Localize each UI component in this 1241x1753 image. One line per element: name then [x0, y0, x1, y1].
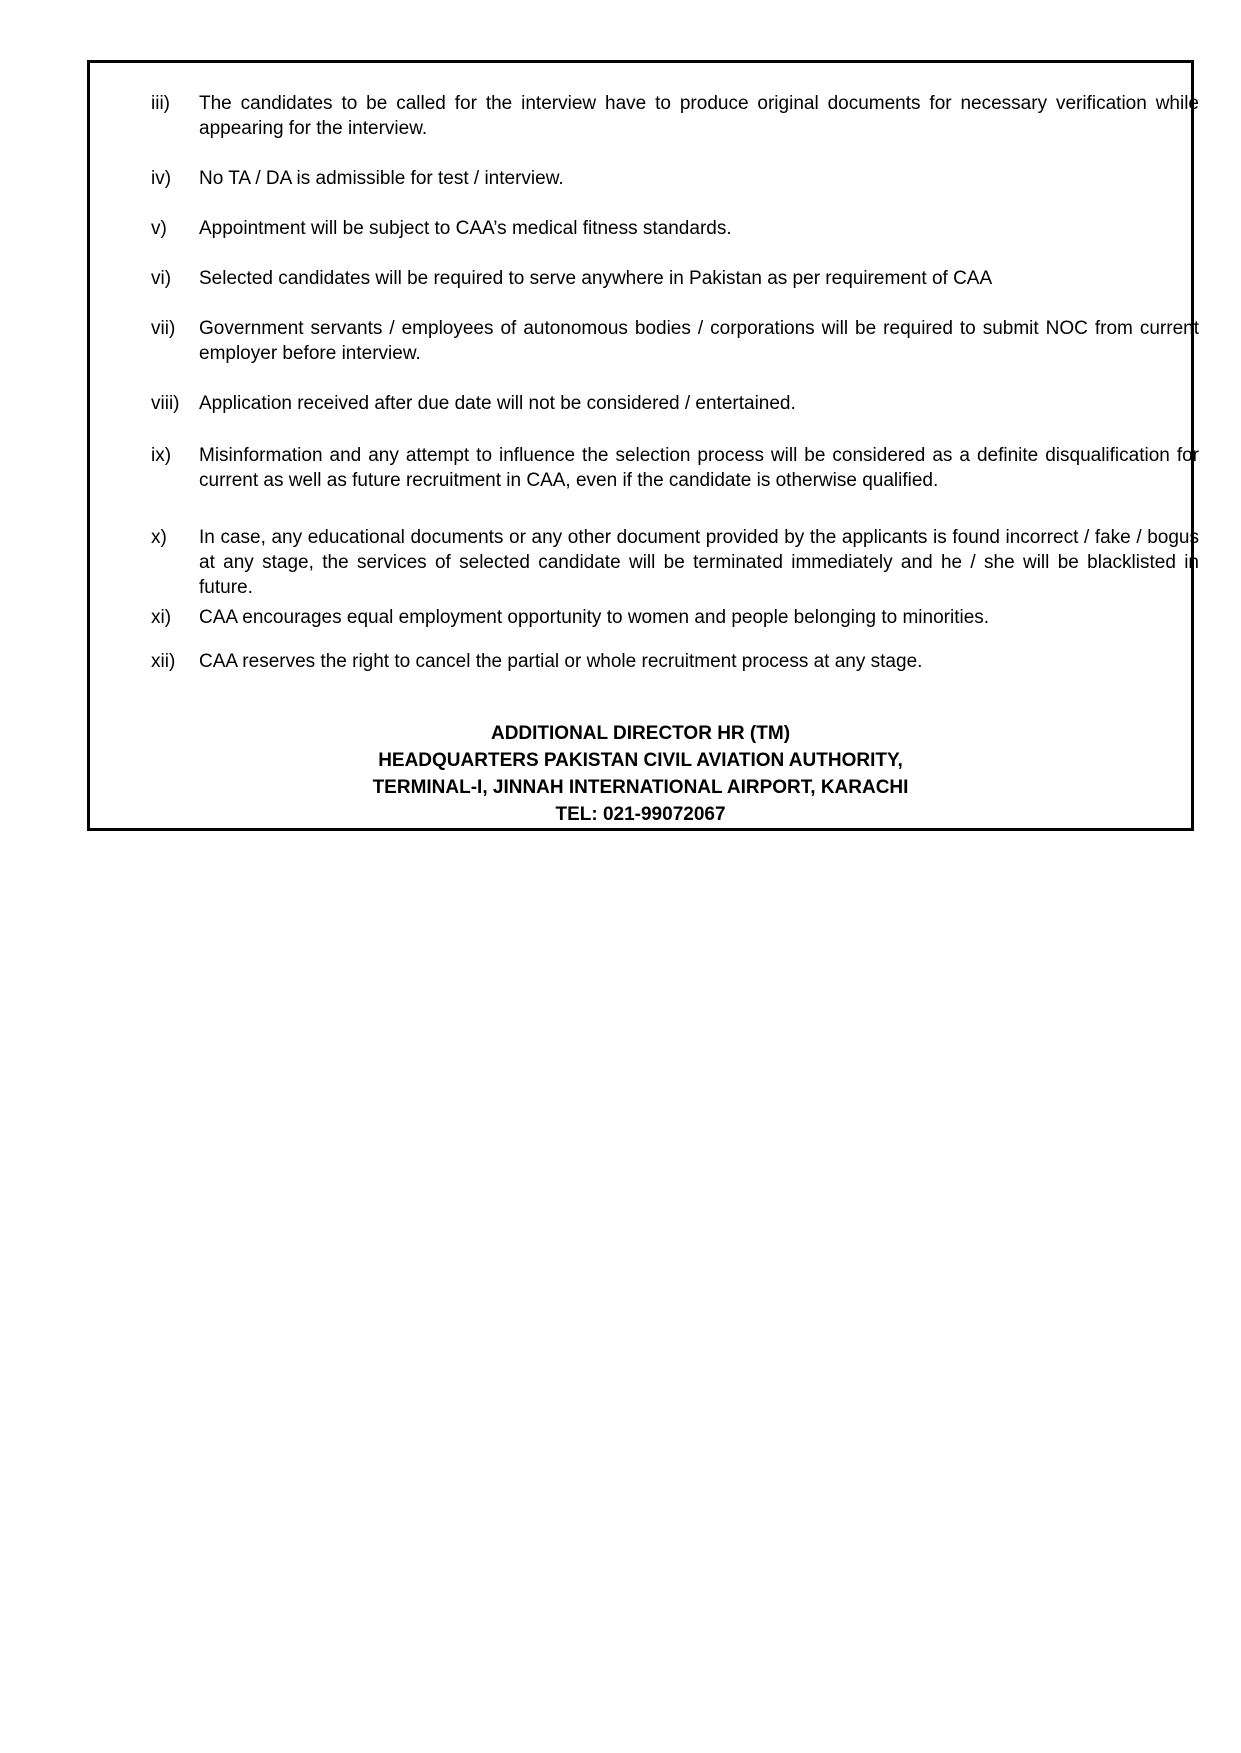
note-number: x) — [151, 527, 167, 548]
note-text: Appointment will be subject to CAA’s medical fitness standards. — [199, 218, 732, 239]
note-number: vii) — [151, 318, 176, 339]
note-number: viii) — [151, 393, 180, 414]
notice-box — [87, 60, 1199, 831]
note-number: iii) — [151, 93, 170, 114]
note-text: The candidates to be called for the interview have to produce original documents for necessary verification while appearing for the interview. — [199, 93, 1199, 139]
signature-title: ADDITIONAL DIRECTOR HR (TM) — [490, 723, 791, 744]
note-number: vi) — [151, 268, 172, 289]
signature-address: TERMINAL-I, JINNAH INTERNATIONAL AIRPORT, KARACHI — [372, 777, 909, 798]
note-text: Misinformation and any attempt to influence the selection process will be considered as a definite disqualification for current as well as future recruitment in CAA, even if the candidate is otherwise qualified. — [199, 445, 1199, 491]
signature-organization: HEADQUARTERS PAKISTAN CIVIL AVIATION AUTHORITY, — [378, 750, 903, 771]
note-text: Government servants / employees of autonomous bodies / corporations will be required to submit NOC from current employer before interview. — [199, 318, 1199, 364]
note-text: CAA reserves the right to cancel the partial or whole recruitment process at any stage. — [199, 651, 923, 672]
note-text: Selected candidates will be required to serve anywhere in Pakistan as per requirement of CAA — [199, 268, 993, 289]
note-number: ix) — [151, 445, 172, 466]
note-text: Application received after due date will not be considered / entertained. — [199, 393, 796, 414]
signature-telephone: TEL: 021-99072067 — [555, 804, 726, 825]
note-number: iv) — [151, 168, 172, 189]
note-text: No TA / DA is admissible for test / interview. — [199, 168, 564, 189]
note-number: xi) — [151, 607, 172, 628]
note-number: v) — [151, 218, 167, 239]
note-text: In case, any educational documents or any other document provided by the applicants is found incorrect / fake / bogus at any stage, the services of selected candidate will be terminated immediately and he / she will be blacklisted in future. — [199, 527, 1199, 598]
note-text: CAA encourages equal employment opportunity to women and people belonging to minorities. — [199, 607, 990, 628]
note-number: xii) — [151, 651, 176, 672]
